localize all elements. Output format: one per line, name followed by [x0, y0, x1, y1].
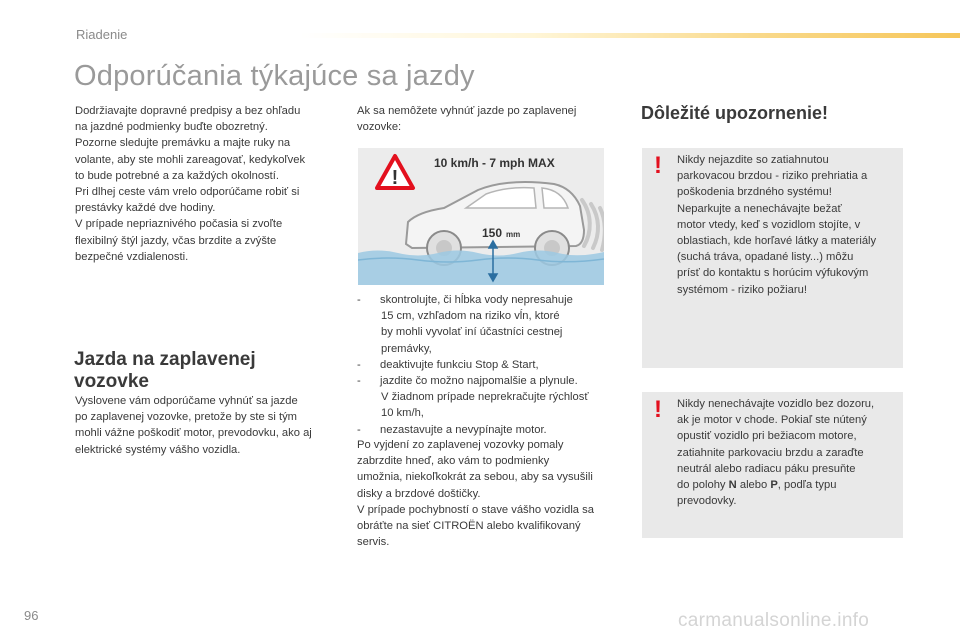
text-line: poškodenia brzdného systému! — [677, 186, 832, 199]
flood-intro-paragraph — [357, 103, 576, 135]
text-line: premávky, — [381, 342, 432, 355]
flooded-road-illustration — [358, 148, 604, 285]
text-line: 15 cm, vzhľadom na riziko vĺn, ktoré — [381, 310, 560, 323]
heading-line: Jazda na zaplavenej — [74, 349, 256, 370]
warning-text — [677, 396, 874, 509]
text-line: V prípade pochybností o stave vášho vozidla sa — [357, 503, 594, 516]
text-line: zabrzdite hneď, ako vám to podmienky — [357, 455, 550, 468]
text-line: disky a brzdové doštičky. — [357, 487, 481, 500]
text-line: to bude potrebné a za každých okolností. — [75, 169, 279, 182]
intro-paragraph — [75, 103, 305, 265]
flooded-road-heading — [74, 349, 256, 393]
flooded-road-paragraph — [75, 393, 312, 458]
text-line: jazdite čo možno najpomalšie a plynule. — [380, 375, 578, 388]
text-line: po zaplavenej vozovke, pretože by ste si tým — [75, 411, 297, 424]
text-line: Nikdy nejazdite so zatiahnutou — [677, 154, 829, 166]
text-line: by mohli vyvolať iní účastníci cestnej — [381, 326, 563, 339]
text-line: Vyslovene vám odporúčame vyhnúť sa jazde — [75, 395, 298, 407]
bullet-dash: - — [357, 358, 361, 371]
text-line: opustiť vozidlo pri bežiacom motore, — [677, 430, 857, 443]
text-line: umožnia, niekoľkokrát za sebou, aby sa vysušili — [357, 471, 593, 484]
list-item — [357, 357, 589, 373]
text-line: parkovacou brzdou - riziko prehriatia a — [677, 170, 868, 183]
text-line: skontrolujte, či hĺbka vody nepresahuje — [380, 294, 573, 306]
text-line: flexibilný štýl jazdy, včas brzdite a zvýšte — [75, 234, 277, 247]
text-line: systémom - riziko požiaru! — [677, 283, 807, 296]
text-line: Ak sa nemôžete vyhnúť jazde po zaplavenej — [357, 105, 577, 117]
speed-limit-label: 10 km/h - 7 mph MAX — [434, 156, 555, 170]
page-title: Odporúčania týkajúce sa jazdy — [74, 60, 475, 92]
text-line: prísť do kontaktu s horúcim výfukovým — [677, 267, 869, 280]
text-line: neutrál alebo radiacu páku presuňte — [677, 462, 856, 475]
watermark: carmanualsonline.info — [678, 610, 870, 631]
text-line: 10 km/h, — [381, 407, 424, 420]
text-line: oblastiach, kde horľavé látky a materiály — [677, 235, 877, 248]
text-line: Nikdy nenechávajte vozidlo bez dozoru, — [677, 398, 875, 410]
text-line: Neparkujte a nenechávajte bežať — [677, 202, 842, 215]
page-number: 96 — [24, 608, 39, 623]
depth-value: 150 — [482, 226, 503, 240]
text-line: volante, aby ste mohli zareagovať, kedykoľvek — [75, 153, 306, 166]
bullet-dash: - — [357, 423, 361, 436]
exclamation-icon: ! — [654, 152, 662, 179]
text-line: ak je motor v chode. Pokiaľ ste nútený — [677, 414, 867, 427]
header-rule — [300, 33, 960, 38]
text-line: na jazdné podmienky buďte obozretný. — [75, 121, 268, 134]
text-line: nezastavujte a nevypínajte motor. — [380, 423, 547, 436]
text-line: Dodržiavajte dopravné predpisy a bez ohľadu — [75, 105, 301, 117]
after-flood-paragraph — [357, 437, 594, 550]
text-line: vozovke: — [357, 121, 402, 134]
depth-unit: mm — [506, 230, 521, 239]
text-line: (suchá tráva, opadané listy...) môžu — [677, 251, 854, 264]
text-line: V prípade nepriaznivého počasia si zvoľte — [75, 218, 283, 231]
gear-n: N — [728, 479, 737, 492]
warning-box-unattended-vehicle — [642, 392, 903, 538]
text-line-gear-position: do polohy N alebo P, podľa typu — [677, 479, 837, 492]
flood-checklist — [357, 292, 589, 438]
warning-text — [677, 152, 876, 298]
text-line: V žiadnom prípade neprekračujte rýchlosť — [381, 391, 589, 404]
text-line: zatiahnite parkovaciu brzdu a zaraďte — [677, 446, 864, 459]
warning-box-parking-brake — [642, 148, 903, 368]
warning-symbol-text: ! — [391, 167, 399, 189]
text-line: servis. — [357, 536, 390, 549]
text-line: elektrické systémy vášho vozidla. — [75, 443, 241, 456]
gear-p: P — [770, 479, 778, 492]
section-label: Riadenie — [76, 27, 128, 42]
text-line: mohli vážne poškodiť motor, prevodovku, ako aj — [75, 427, 312, 440]
text-line: motor vtedy, keď s vozidlom stojíte, v — [677, 218, 861, 231]
text-line: Pri dlhej ceste vám vrelo odporúčame robiť si — [75, 186, 300, 199]
exclamation-icon: ! — [654, 396, 662, 423]
bullet-dash: - — [357, 375, 361, 388]
text-line: prestávky každé dve hodiny. — [75, 202, 216, 215]
text-line: obráťte na sieť CITROËN alebo kvalifikovaný — [357, 520, 581, 533]
text-line: deaktivujte funkciu Stop & Start, — [380, 358, 539, 371]
text-line: Po vyjdení zo zaplavenej vozovky pomaly — [357, 439, 564, 451]
list-item — [357, 422, 589, 438]
list-item — [357, 373, 589, 422]
text-line: bezpečné vzdialenosti. — [75, 250, 189, 263]
water-area — [358, 251, 604, 286]
bullet-dash: - — [357, 294, 361, 306]
list-item — [357, 292, 589, 357]
heading-line: vozovke — [74, 371, 149, 392]
text-line: prevodovky. — [677, 495, 737, 508]
important-notice-heading: Dôležité upozornenie! — [641, 103, 829, 123]
text-line: Pozorne sledujte premávku a majte ruky na — [75, 137, 291, 150]
